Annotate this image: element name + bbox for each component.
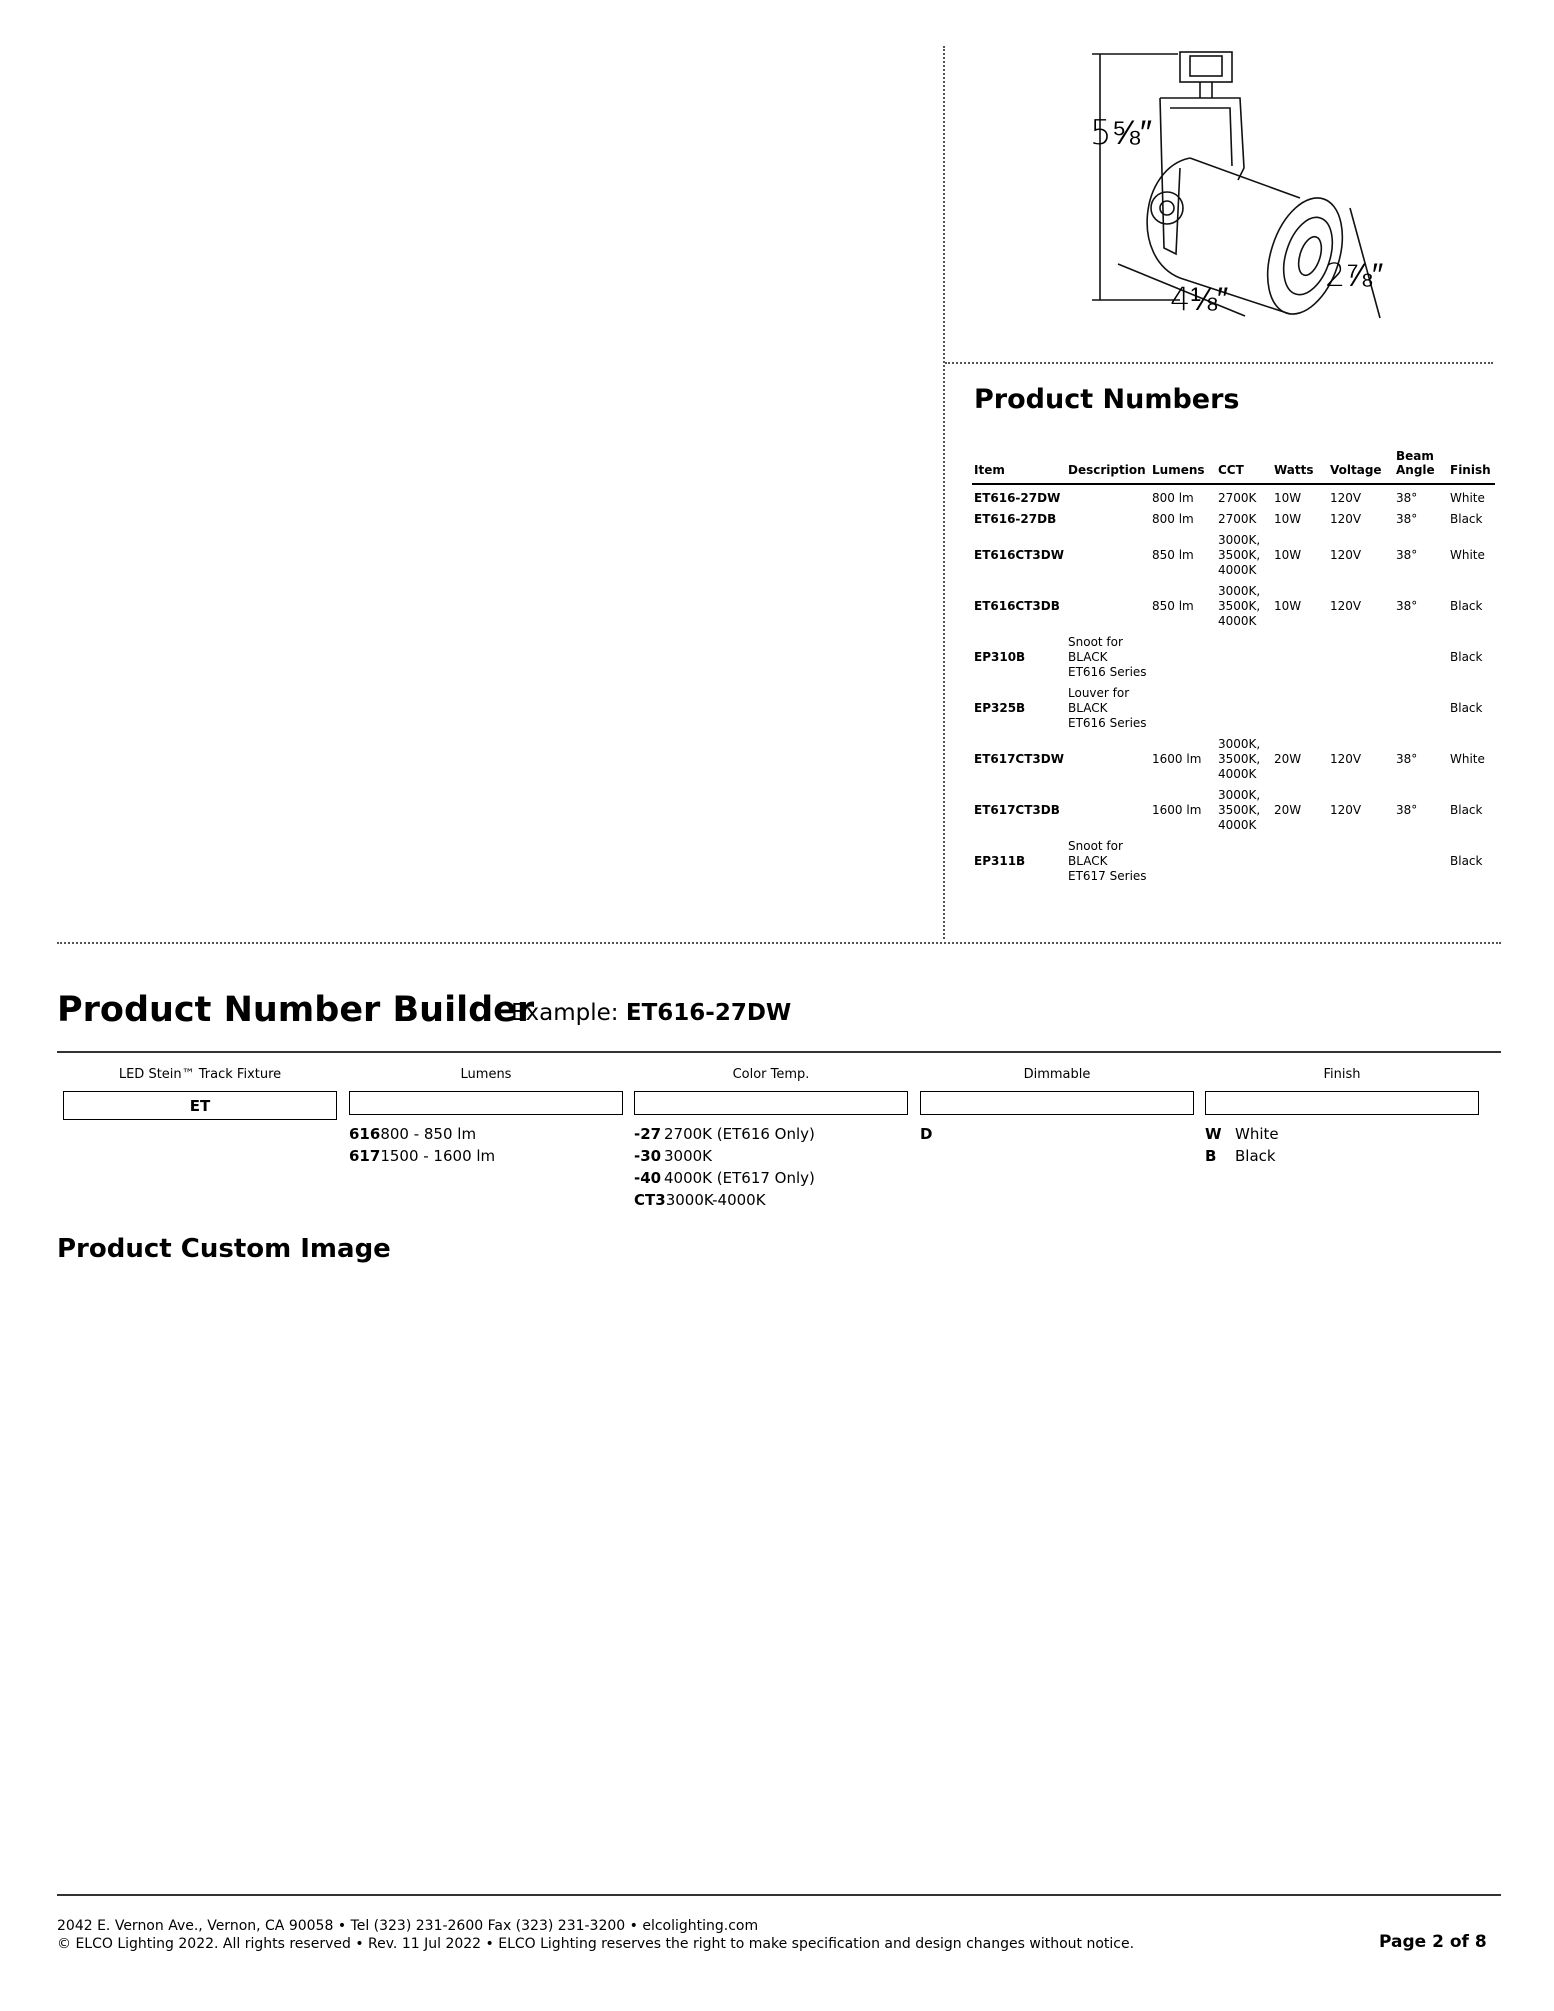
cell-voltage: 120V: [1330, 752, 1362, 766]
builder-example: [511, 1000, 791, 1026]
cell-cct: 3000K, 3500K, 4000K: [1218, 737, 1261, 781]
height-dimension: 5⅝″: [1090, 113, 1153, 153]
option-code: -27: [634, 1125, 662, 1143]
cell-cct: 3000K, 3500K, 4000K: [1218, 533, 1261, 577]
builder-options: [349, 1123, 623, 1167]
cell-item: ET617CT3DB: [974, 803, 1060, 817]
option-code: D: [920, 1125, 933, 1143]
cell-description: [1066, 509, 1150, 530]
table-row: [972, 581, 1495, 632]
cell-cct: [1216, 836, 1272, 887]
cell-voltage: 120V: [1330, 548, 1362, 562]
cell-beam: 38°: [1396, 548, 1418, 562]
cell-item: ET617CT3DW: [974, 752, 1064, 766]
cell-description: Louver for BLACK ET616 Series: [1068, 686, 1147, 730]
option-text: 800 - 850 lm: [380, 1125, 477, 1143]
cell-voltage: 120V: [1330, 803, 1362, 817]
builder-option: [349, 1123, 623, 1145]
cell-cct: 3000K, 3500K, 4000K: [1218, 584, 1261, 628]
cell-finish: Black: [1450, 650, 1483, 664]
cell-description: [1066, 785, 1150, 836]
table-row: [972, 632, 1495, 683]
page-number: Page 2 of 8: [1379, 1932, 1487, 1952]
header-description: Description: [1066, 449, 1150, 484]
builder-code-box: [1205, 1091, 1479, 1115]
cell-beam: 38°: [1396, 599, 1418, 613]
option-text: White: [1235, 1125, 1279, 1143]
cell-lumens: 1600 lm: [1152, 752, 1202, 766]
cell-finish: White: [1450, 548, 1485, 562]
header-voltage: Voltage: [1328, 449, 1394, 484]
builder-column-5: [1205, 1067, 1479, 1167]
table-row: [972, 530, 1495, 581]
vertical-divider: [943, 46, 945, 939]
cell-cct: 3000K, 3500K, 4000K: [1218, 788, 1261, 832]
builder-code-box: [920, 1091, 1194, 1115]
track-fixture-drawing: [1080, 48, 1410, 338]
cell-item: ET616-27DW: [974, 491, 1061, 505]
option-code: -30: [634, 1147, 662, 1165]
cell-voltage: 120V: [1330, 512, 1362, 526]
builder-column-header: Color Temp.: [732, 1067, 810, 1082]
option-text: 1500 - 1600 lm: [380, 1147, 496, 1165]
footer-copyright: © ELCO Lighting 2022. All rights reserved • Rev. 11 Jul 2022 • ELCO Lighting reserves the right to make specification and design changes without notice.: [57, 1936, 1135, 1952]
cell-lumens: [1150, 836, 1216, 887]
builder-option: [634, 1145, 908, 1167]
header-finish: Finish: [1448, 449, 1495, 484]
header-cct: CCT: [1216, 449, 1272, 484]
cell-finish: White: [1450, 752, 1485, 766]
builder-option: [1205, 1123, 1479, 1145]
builder-option: [1205, 1145, 1479, 1167]
option-code: B: [1205, 1147, 1217, 1165]
cell-description: Snoot for BLACK ET616 Series: [1068, 635, 1147, 679]
builder-column-1: [63, 1067, 337, 1128]
cell-description: [1066, 734, 1150, 785]
cell-item: EP310B: [974, 650, 1026, 664]
builder-options: [1205, 1123, 1479, 1167]
option-code: W: [1205, 1125, 1222, 1143]
cell-item: EP311B: [974, 854, 1026, 868]
cell-beam: 38°: [1396, 752, 1418, 766]
cell-watts: 10W: [1274, 512, 1302, 526]
cell-watts: 20W: [1274, 752, 1302, 766]
cell-watts: 10W: [1274, 548, 1302, 562]
cell-lumens: 850 lm: [1152, 599, 1194, 613]
table-row: [972, 734, 1495, 785]
cell-finish: Black: [1450, 701, 1483, 715]
cell-voltage: [1328, 836, 1394, 887]
option-code: 616: [349, 1125, 381, 1143]
cell-watts: [1272, 683, 1328, 734]
builder-options: [920, 1123, 1194, 1145]
table-row: [972, 836, 1495, 887]
cell-cct: [1216, 632, 1272, 683]
option-text: 3000K-4000K: [665, 1191, 766, 1209]
builder-column-2: [349, 1067, 623, 1167]
header-beam-angle: Beam Angle: [1394, 449, 1448, 484]
depth-dimension: 4⅛″: [1170, 280, 1229, 318]
builder-option: [349, 1145, 623, 1167]
cell-finish: Black: [1450, 512, 1483, 526]
option-text: 4000K (ET617 Only): [664, 1169, 815, 1187]
cell-lumens: [1150, 683, 1216, 734]
cell-description: [1066, 484, 1150, 509]
cell-lumens: 800 lm: [1152, 491, 1194, 505]
cell-description: Snoot for BLACK ET617 Series: [1068, 839, 1147, 883]
cell-finish: Black: [1450, 854, 1483, 868]
footer-rule: [57, 1894, 1501, 1896]
option-code: 617: [349, 1147, 381, 1165]
cell-item: ET616CT3DB: [974, 599, 1060, 613]
table-row: [972, 683, 1495, 734]
cell-lumens: [1150, 632, 1216, 683]
cell-finish: Black: [1450, 803, 1483, 817]
option-code: -40: [634, 1169, 662, 1187]
builder-column-header: LED Stein™ Track Fixture: [118, 1067, 282, 1082]
cell-cct: 2700K: [1218, 491, 1257, 505]
table-row: [972, 509, 1495, 530]
cell-beam: 38°: [1396, 512, 1418, 526]
footer-address: 2042 E. Vernon Ave., Vernon, CA 90058 • Tel (323) 231-2600 Fax (323) 231-3200 • elcolighting.com: [57, 1918, 759, 1934]
cell-description: [1066, 530, 1150, 581]
option-text: Black: [1235, 1147, 1276, 1165]
builder-code-box: [634, 1091, 908, 1115]
cell-beam: [1394, 683, 1448, 734]
table-header-row: [972, 449, 1495, 484]
builder-rule: [57, 1051, 1501, 1053]
cell-voltage: 120V: [1330, 491, 1362, 505]
cell-voltage: [1328, 683, 1394, 734]
builder-option: [634, 1167, 908, 1189]
builder-title: Product Number Builder: [57, 990, 535, 1030]
cell-item: ET616CT3DW: [974, 548, 1064, 562]
cell-lumens: 850 lm: [1152, 548, 1194, 562]
diameter-dimension: 2⅞″: [1325, 256, 1384, 294]
drawing-divider: [945, 362, 1493, 364]
cell-watts: [1272, 632, 1328, 683]
product-numbers-table: [972, 449, 1495, 887]
cell-beam: 38°: [1396, 491, 1418, 505]
builder-option: [634, 1123, 908, 1145]
builder-column-header: Dimmable: [1023, 1067, 1091, 1082]
cell-beam: [1394, 632, 1448, 683]
cell-item: ET616-27DB: [974, 512, 1057, 526]
cell-voltage: 120V: [1330, 599, 1362, 613]
cell-finish: White: [1450, 491, 1485, 505]
custom-image-title: Product Custom Image: [57, 1234, 391, 1264]
option-text: 2700K (ET616 Only): [664, 1125, 815, 1143]
header-item: Item: [972, 449, 1066, 484]
cell-watts: 10W: [1274, 599, 1302, 613]
cell-description: [1066, 581, 1150, 632]
cell-voltage: [1328, 632, 1394, 683]
cell-cct: 2700K: [1218, 512, 1257, 526]
cell-lumens: 1600 lm: [1152, 803, 1202, 817]
header-watts: Watts: [1272, 449, 1328, 484]
product-numbers-title: Product Numbers: [974, 384, 1240, 415]
option-text: 3000K: [664, 1147, 713, 1165]
cell-finish: Black: [1450, 599, 1483, 613]
cell-watts: 10W: [1274, 491, 1302, 505]
cell-item: EP325B: [974, 701, 1026, 715]
builder-column-3: [634, 1067, 908, 1211]
table-row: [972, 484, 1495, 509]
builder-option: [634, 1189, 908, 1211]
example-label: Example:: [511, 1000, 619, 1026]
builder-option: [920, 1123, 1194, 1145]
cell-lumens: 800 lm: [1152, 512, 1194, 526]
cell-cct: [1216, 683, 1272, 734]
section-divider: [57, 942, 1501, 944]
table-row: [972, 785, 1495, 836]
builder-code-box: ET: [63, 1091, 337, 1120]
builder-column-header: Lumens: [460, 1067, 512, 1082]
cell-beam: 38°: [1396, 803, 1418, 817]
example-value: ET616-27DW: [625, 1000, 792, 1026]
cell-watts: [1272, 836, 1328, 887]
footer: [57, 1917, 1134, 1953]
builder-column-4: [920, 1067, 1194, 1145]
builder-options: [634, 1123, 908, 1211]
option-code: CT3: [634, 1191, 666, 1209]
cell-watts: 20W: [1274, 803, 1302, 817]
cell-beam: [1394, 836, 1448, 887]
builder-column-header: Finish: [1323, 1067, 1361, 1082]
header-lumens: Lumens: [1150, 449, 1216, 484]
builder-code-box: [349, 1091, 623, 1115]
